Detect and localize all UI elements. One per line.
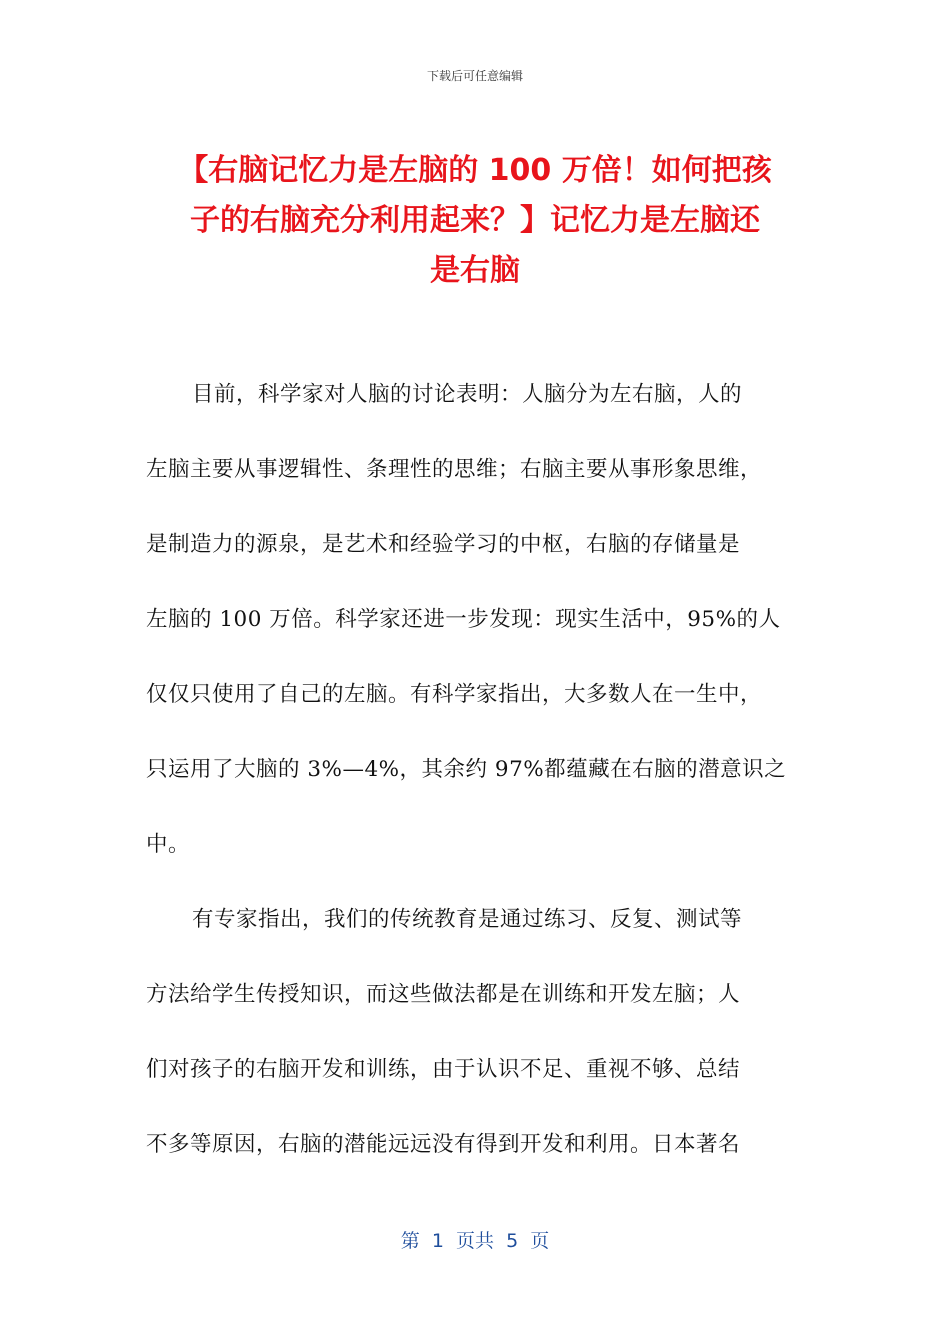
title-line: 是右脑 xyxy=(430,253,520,288)
paragraph-line: 只运用了大脑的 3%—4%，其余约 97%都蕴藏在右脑的潜意识之 xyxy=(146,757,787,782)
document-body xyxy=(146,367,806,1192)
paragraph-line: 目前，科学家对人脑的讨论表明：人脑分为左右脑，人的 xyxy=(192,382,743,407)
paragraph-line: 是制造力的源泉，是艺术和经验学习的中枢，右脑的存储量是 xyxy=(146,532,741,557)
paragraph-line: 们对孩子的右脑开发和训练，由于认识不足、重视不够、总结 xyxy=(146,1057,741,1082)
page-header: 下载后可任意编辑 xyxy=(426,69,523,83)
paragraph-line: 不多等原因，右脑的潜能远远没有得到开发和利用。日本著名 xyxy=(146,1132,741,1157)
paragraph-2 xyxy=(146,892,806,1192)
paragraph-line: 中。 xyxy=(146,832,191,857)
page-footer: 第 1 页共 5 页 xyxy=(400,1230,550,1252)
paragraph-line: 有专家指出，我们的传统教育是通过练习、反复、测试等 xyxy=(192,907,743,932)
paragraph-line: 左脑主要从事逻辑性、条理性的思维；右脑主要从事形象思维， xyxy=(146,457,763,482)
paragraph-1 xyxy=(146,367,806,892)
document-title xyxy=(140,146,810,296)
title-line: 【右脑记忆力是左脑的 100 万倍！如何把孩 xyxy=(178,153,772,188)
paragraph-line: 仅仅只使用了自己的左脑。有科学家指出，大多数人在一生中， xyxy=(146,682,763,707)
title-line: 子的右脑充分利用起来？】记忆力是左脑还 xyxy=(190,203,760,238)
paragraph-line: 方法给学生传授知识，而这些做法都是在训练和开发左脑；人 xyxy=(146,982,741,1007)
paragraph-line: 左脑的 100 万倍。科学家还进一步发现：现实生活中，95%的人 xyxy=(146,607,781,632)
